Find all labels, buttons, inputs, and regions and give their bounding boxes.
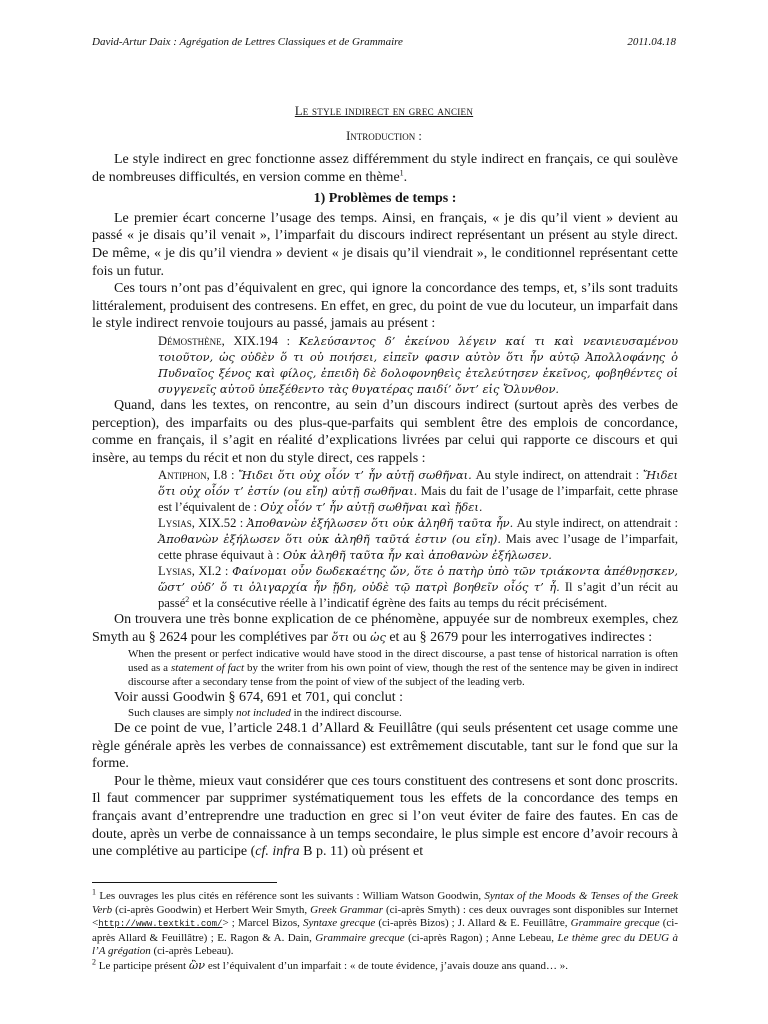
paragraph-text: et au § 2679 pour les interrogatives indirectes : [389, 629, 653, 645]
paragraph-smyth [92, 611, 678, 646]
quote-emphasis: statement of fact [171, 661, 245, 674]
greek-text: Ἀποθανὼν ἐξήλωσεν ὅτι οὐκ ἀληθῆ ταῦτά ἐστιν (ou εἴη). [158, 532, 502, 547]
header-left: David-Artur Daix : Agrégation de Lettres Classiques et de Grammaire [92, 36, 403, 48]
footnote-number: 2 [92, 957, 96, 967]
footnote-text: (ci-après Bizos) ; J. Allard & E. Feuillâtre, [378, 917, 568, 930]
document-title: Le style indirect en grec ancien [294, 104, 474, 118]
footnote-ref[interactable]: 1 [399, 167, 404, 177]
quote-text: Mais du fait de l’usage de l’imparfait, cette phrase est l’équivalent de : [158, 484, 678, 515]
footnote-separator [92, 882, 277, 883]
footnote-text: (ci-après Allard & Feuillâtre) ; E. Ragon & A. Dain, [92, 917, 679, 944]
footnote-text: (ci-après Smyth) : ces deux ouvrages sont disponibles sur Internet < [92, 903, 679, 930]
quote-emphasis: not included [236, 707, 291, 720]
quote-text: in the indirect discourse. [293, 707, 402, 720]
quote-source: Lysias, XI.2 : [158, 564, 229, 579]
paragraph: Voir aussi Goodwin § 674, 691 et 701, qui conclut : [114, 689, 404, 705]
paragraph: Le premier écart concerne l’usage des temps. Ainsi, en français, « je dis qu’il vient » devient au passé « je disais qu’il venait », l’imparfait du discours indirect représentant un présent au style direct. De même, « je dis qu’il viendra » devient « je disais qu’il viendrait », le conditionnel représentant cette fois un futur. [92, 210, 678, 279]
textkit-link[interactable]: http://www.textkit.com/ [98, 919, 223, 930]
quote-antiphon [158, 467, 678, 515]
quote-lysias-2 [158, 563, 678, 611]
paragraph-text: ou [352, 629, 367, 645]
paragraph-intro [92, 151, 678, 186]
section-heading: 1) Problèmes de temps : [313, 191, 457, 207]
paragraph-text: B p. 11) où présent et [303, 844, 424, 860]
greek-text: Ἤιδει ὅτι οὐχ οἷόν τ’ ἦν αὐτῇ σωθῆναι. [238, 468, 472, 483]
quote-text: Au style indirect, on attendrait : [516, 516, 678, 531]
quote-lysias-1 [158, 515, 678, 563]
quote-text: Au style indirect, on attendrait : [475, 468, 640, 483]
footnote-text: (ci-après Lebeau). [153, 945, 234, 958]
english-quote-goodwin [128, 706, 678, 720]
footnote-text: est l’équivalent d’un imparfait : « de toute évidence, j’avais douze ans quand… ». [207, 959, 568, 972]
english-quote-smyth [128, 647, 678, 689]
greek-text: ὅτι [331, 629, 350, 644]
greek-text: Φαίνομαι οὖν δωδεκαέτης ὤν, ὅτε ὁ πατὴρ ὑπὸ τῶν τριάκοντα ἀπέθνῃσκεν, ὥστ’ οὐδ’ ὅ τι ὀλιγαρχία ἦν ᾔδη, οὐδὲ τῷ πατρὶ βοηθεῖν οἷός τ’ ἦ. [158, 564, 678, 595]
paragraph-text: Pour le thème, mieux vaut considérer que ces tours constituent des contresens et sont donc proscrits. Il faut commencer par supprimer systématiquement tous les effets de la concordance des temps en français avant d’entreprendre une traduction en grec si l’on veut éviter de faire des fautes. En cas de doute, après un verbe de connaissance à un temps secondaire, le plus simple est encore d’avoir recours à une complétive au participe ( [92, 773, 678, 860]
footnotes [92, 887, 679, 974]
quote-text: Mais avec l’usage de l’imparfait, cette phrase équivaut à : [158, 532, 678, 563]
intro-heading: Introduction : [346, 129, 422, 143]
footnote-text: Les ouvrages les plus cités en référence sont les suivants : William Watson Goodwin, [99, 890, 482, 902]
quote-source: Démosthène, XIX.194 : [158, 333, 291, 348]
book-title: Greek Grammar [310, 903, 383, 916]
footnote-number: 1 [92, 887, 96, 897]
footnote-1 [92, 887, 679, 959]
document-body [92, 151, 678, 861]
footnote-text: Le participe présent [98, 959, 187, 972]
paragraph-theme [92, 773, 678, 861]
footnote-text: (ci-après Goodwin) et Herbert Weir Smyth, [115, 903, 308, 916]
footnote-ref[interactable]: 2 [185, 595, 190, 605]
running-header [92, 36, 676, 48]
book-title: Le thème grec du DEUG à l’A grégation [92, 931, 679, 958]
paragraph-text: On trouvera une très bonne explication de ce phénomène, appuyée sur de nombreux exemples, chez Smyth au § 2624 pour les complétives par [92, 612, 678, 645]
quote-demosthenes [158, 333, 678, 397]
quote-text: Il s’agit d’un récit au passé [158, 580, 678, 611]
quote-text: by the writer from his own point of view, though the rest of the sentence may be given in indirect discourse after a secondary tense from the point of view of the subject of the leading verb. [128, 661, 679, 688]
greek-text: Ἤιδει ὅτι οὐχ οἷόν τ’ ἐστίν (ou εἴη) αὐτῇ σωθῆναι. [158, 468, 679, 499]
book-title: Syntax of the Moods & Tenses of the Greek Verb [92, 890, 679, 916]
greek-text: ὢν [188, 957, 206, 972]
header-date: 2011.04.18 [627, 36, 676, 48]
paragraph-text: . [403, 169, 408, 185]
paragraph: Quand, dans les textes, on rencontre, au sein d’un discours indirect (surtout après des verbes de perception), des imparfaits ou des plus-que-parfaits qui semblent être des emplois de concordance, comme en français, il s’agit en réalité d’explications livrées par celui qui rapporte ce discours et qui insère, au temps du récit et non du style direct, ces rappels : [92, 397, 678, 466]
footnote-text: (ci-après Ragon) ; Anne Lebeau, [408, 931, 555, 944]
paragraph: De ce point de vue, l’article 248.1 d’Allard & Feuillâtre (qui seuls présentent cet usage comme une règle générale après les verbes de connaissance) est extrêmement discutable, tant sur le fond que sur la forme. [92, 721, 678, 772]
book-title: Grammaire grecque [315, 931, 405, 944]
greek-text: Οὐκ ἀληθῆ ταῦτα ἦν καὶ ἀποθανὼν ἐξήλωσεν. [282, 548, 552, 563]
greek-text: Οὐχ οἷόν τ’ ἦν αὐτῇ σωθῆναι καὶ ᾔδει. [260, 500, 483, 515]
quote-text: Such clauses are simply [128, 707, 234, 720]
greek-text: Κελεύσαντος δ’ ἐκείνου λέγειν καί τι καὶ νεανιευσαμένου τοιοῦτον, ὡς οὐδὲν ὅ τι οὐ ποιήσει, εἰπεῖν φασιν αὐτὸν ὅτι ἦν αὐτῷ Ἀπολλοφάνης ὁ Πυδναῖος ξένος καὶ φίλος, ἐπειδὴ δὲ δολοφονηθεὶς ἐτελεύτησεν ἐκεῖνος, φοβηθέντες οἱ συγγενεῖς αὐτοῦ ὑπεξέθεντο τὰς θυγατέρας παιδί’ ὄντ’ εἰς Ὄλυνθον. [158, 333, 678, 396]
book-title: Grammaire grecque [570, 917, 660, 930]
paragraph-text: Le style indirect en grec fonctionne assez différemment du style indirect en français, ce qui soulève de nombreuses difficultés, en version comme en thème [92, 152, 678, 185]
quote-source: Lysias, XIX.52 : [158, 516, 244, 531]
paragraph: Ces tours n’ont pas d’équivalent en grec, qui ignore la concordance des temps, et, s’ils sont traduits littéralement, produisent des contresens. En effet, en grec, du point de vue du locuteur, un imparfait dans le style indirect renvoie toujours au passé, jamais au présent : [92, 281, 678, 332]
greek-text: Ἀποθανὼν ἐξήλωσεν ὅτι οὐκ ἀληθῆ ταῦτα ἦν. [246, 516, 514, 531]
quote-source: Antiphon, I.8 : [158, 468, 235, 483]
footnote-text: > ; Marcel Bizos, [222, 917, 300, 930]
greek-text: ὡς [370, 629, 386, 644]
quote-text: et la consécutive réelle à l’indicatif égrène des faits au temps du récit précisément. [192, 596, 608, 611]
paragraph-emphasis: cf. infra [255, 844, 300, 860]
book-title: Syntaxe grecque [302, 917, 376, 930]
footnote-2 [92, 959, 678, 974]
quote-text: When the present or perfect indicative would have stood in the direct discourse, a past tense of historical narration is often used as a [128, 647, 678, 674]
